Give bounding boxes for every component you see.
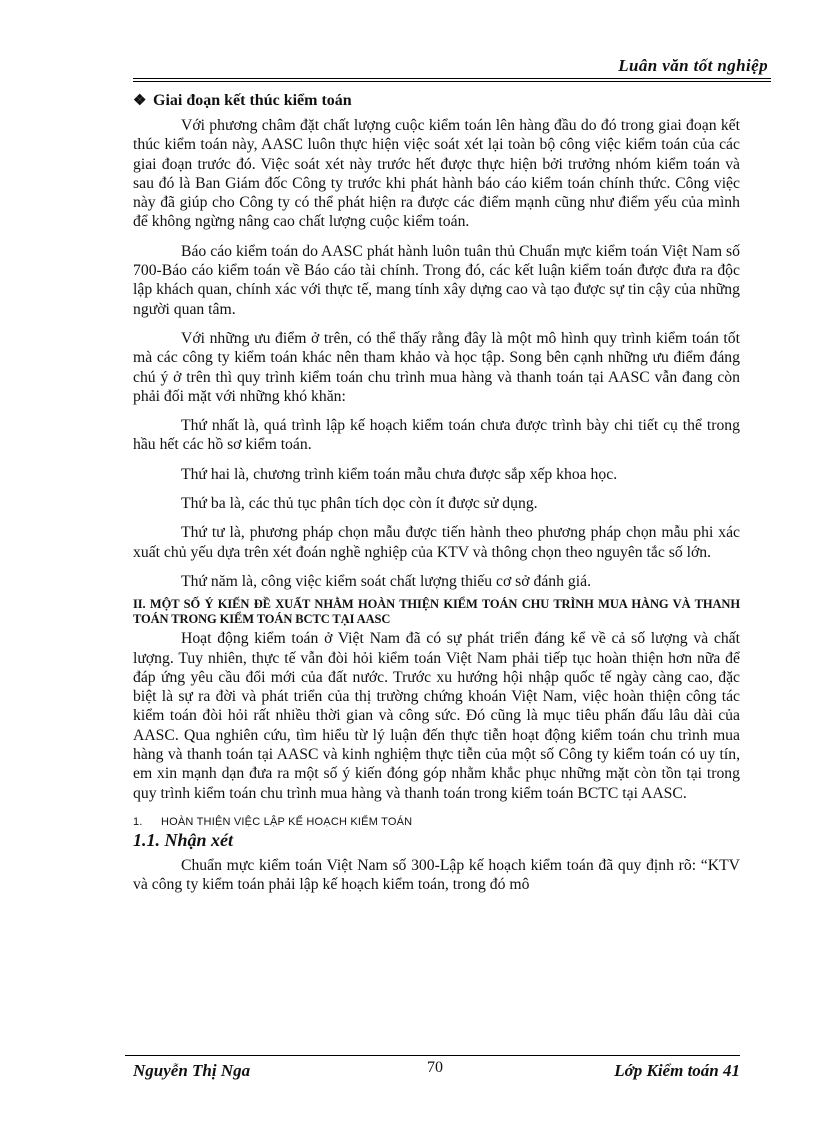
paragraph: Thứ tư là, phương pháp chọn mẫu được tiến hành theo phương pháp chọn mẫu phi xác xuất chủ yếu dựa trên xét đoán nghề nghiệp của KTV và thông chọn theo nguyên tắc số lớn. <box>133 524 740 561</box>
paragraph: Chuẩn mực kiểm toán Việt Nam số 300-Lập kế hoạch kiểm toán đã quy định rõ: “KTV và công ty kiểm toán phải lập kế hoạch kiểm toán, trong đó mô <box>133 856 740 894</box>
section-heading <box>133 90 740 112</box>
subsection-title: HOÀN THIỆN VIỆC LẬP KẾ HOẠCH KIỂM TOÁN <box>161 815 413 828</box>
paragraph: Thứ nhất là, quá trình lập kế hoạch kiểm toán chưa được trình bày chi tiết cụ thể trong hầu hết các hồ sơ kiểm toán. <box>133 417 740 454</box>
footer-author: Nguyễn Thị Nga <box>133 1061 251 1080</box>
page-number: 70 <box>427 1059 443 1076</box>
paragraph: Thứ năm là, công việc kiểm soát chất lượng thiếu cơ sở đánh giá. <box>181 572 592 590</box>
section-2-heading: II. MỘT SỐ Ý KIẾN ĐỀ XUẤT NHẰM HOÀN THIỆN KIỂM TOÁN CHU TRÌNH MUA HÀNG VÀ THANH TOÁN TRONG KIỂM TOÁN BCTC TẠI AASC <box>133 597 740 627</box>
paragraph: Với những ưu điểm ở trên, có thể thấy rằng đây là một mô hình quy trình kiểm toán tốt mà các công ty kiểm toán khác nên tham khảo và học tập. Song bên cạnh những ưu điểm đáng chú ý ở trên thì quy trình kiểm toán chu trình mua hàng và thanh toán tại AASC vẫn đang còn phải đối mặt với những khó khăn: <box>133 329 740 405</box>
header-title: Luân văn tốt nghiệp <box>618 56 768 75</box>
page-content <box>133 90 740 895</box>
paragraph: Với phương châm đặt chất lượng cuộc kiểm toán lên hàng đầu do đó trong giai đoạn kết thúc kiểm toán này, AASC luôn thực hiện việc soát xét lại toàn bộ công việc kiểm toán của các giai đoạn trước đó. Việc soát xét này trước hết được thực hiện bởi trưởng nhóm kiểm toán và sau đó là Ban Giám đốc Công ty trước khi phát hành báo cáo kiểm toán chính thức. Công việc này đã giúp cho Công ty có thể phát hiện ra được các điểm mạnh cũng như điểm yếu của mình để không ngừng nâng cao chất lượng cuộc kiểm toán. <box>133 117 740 231</box>
diamond-bullet-icon: ❖ <box>133 93 147 109</box>
paragraph: Báo cáo kiểm toán do AASC phát hành luôn tuân thủ Chuẩn mực kiểm toán Việt Nam số 700-Báo cáo kiểm toán về Báo cáo tài chính. Trong đó, các kết luận kiểm toán được đưa ra độc lập khách quan, chính xác với thực tế, mang tính xây dựng cao và tạo được sự tin cậy của những người quan tâm. <box>133 242 740 318</box>
subsection-number: 1. <box>133 815 143 828</box>
paragraph: Thứ hai là, chương trình kiểm toán mẫu chưa được sắp xếp khoa học. <box>181 465 618 483</box>
footer-divider <box>125 1055 740 1056</box>
footer-class: Lớp Kiểm toán 41 <box>614 1061 740 1080</box>
section-heading-text: Giai đoạn kết thúc kiểm toán <box>153 92 352 109</box>
subsubsection-heading: 1.1. Nhận xét <box>133 829 234 850</box>
subsection-heading <box>133 815 740 829</box>
paragraph: Hoạt động kiểm toán ở Việt Nam đã có sự phát triển đáng kể về cả số lượng và chất lượng. Tuy nhiên, thực tế vẫn đòi hỏi kiểm toán Việt Nam phải tiếp tục hoàn thiện hơn nữa để đáp ứng yêu cầu đổi mới của đất nước. Trước xu hướng hội nhập quốc tế ngày càng cao, đặc biệt là sự ra đời và phát triển của thị trường chứng khoán Việt Nam, việc hoàn thiện công tác kiểm toán đòi hỏi rất nhiều thời gian và công sức. Đó cũng là mục tiêu phấn đấu lâu dài của AASC. Qua nghiên cứu, tìm hiểu từ lý luận đến thực tiễn hoạt động kiểm toán chu trình mua hàng và thanh toán tại AASC và kinh nghiệm thực tiễn của một số Công ty kiểm toán có uy tín, em xin mạnh dạn đưa ra một số ý kiến đóng góp nhằm khắc phục những mặt còn tồn tại trong quy trình kiểm toán chu trình mua hàng và thanh toán trong kiểm toán BCTC tại AASC. <box>133 630 740 802</box>
paragraph: Thứ ba là, các thủ tục phân tích dọc còn ít được sử dụng. <box>181 495 538 513</box>
header-divider-second <box>133 81 771 82</box>
header-divider <box>133 78 771 79</box>
